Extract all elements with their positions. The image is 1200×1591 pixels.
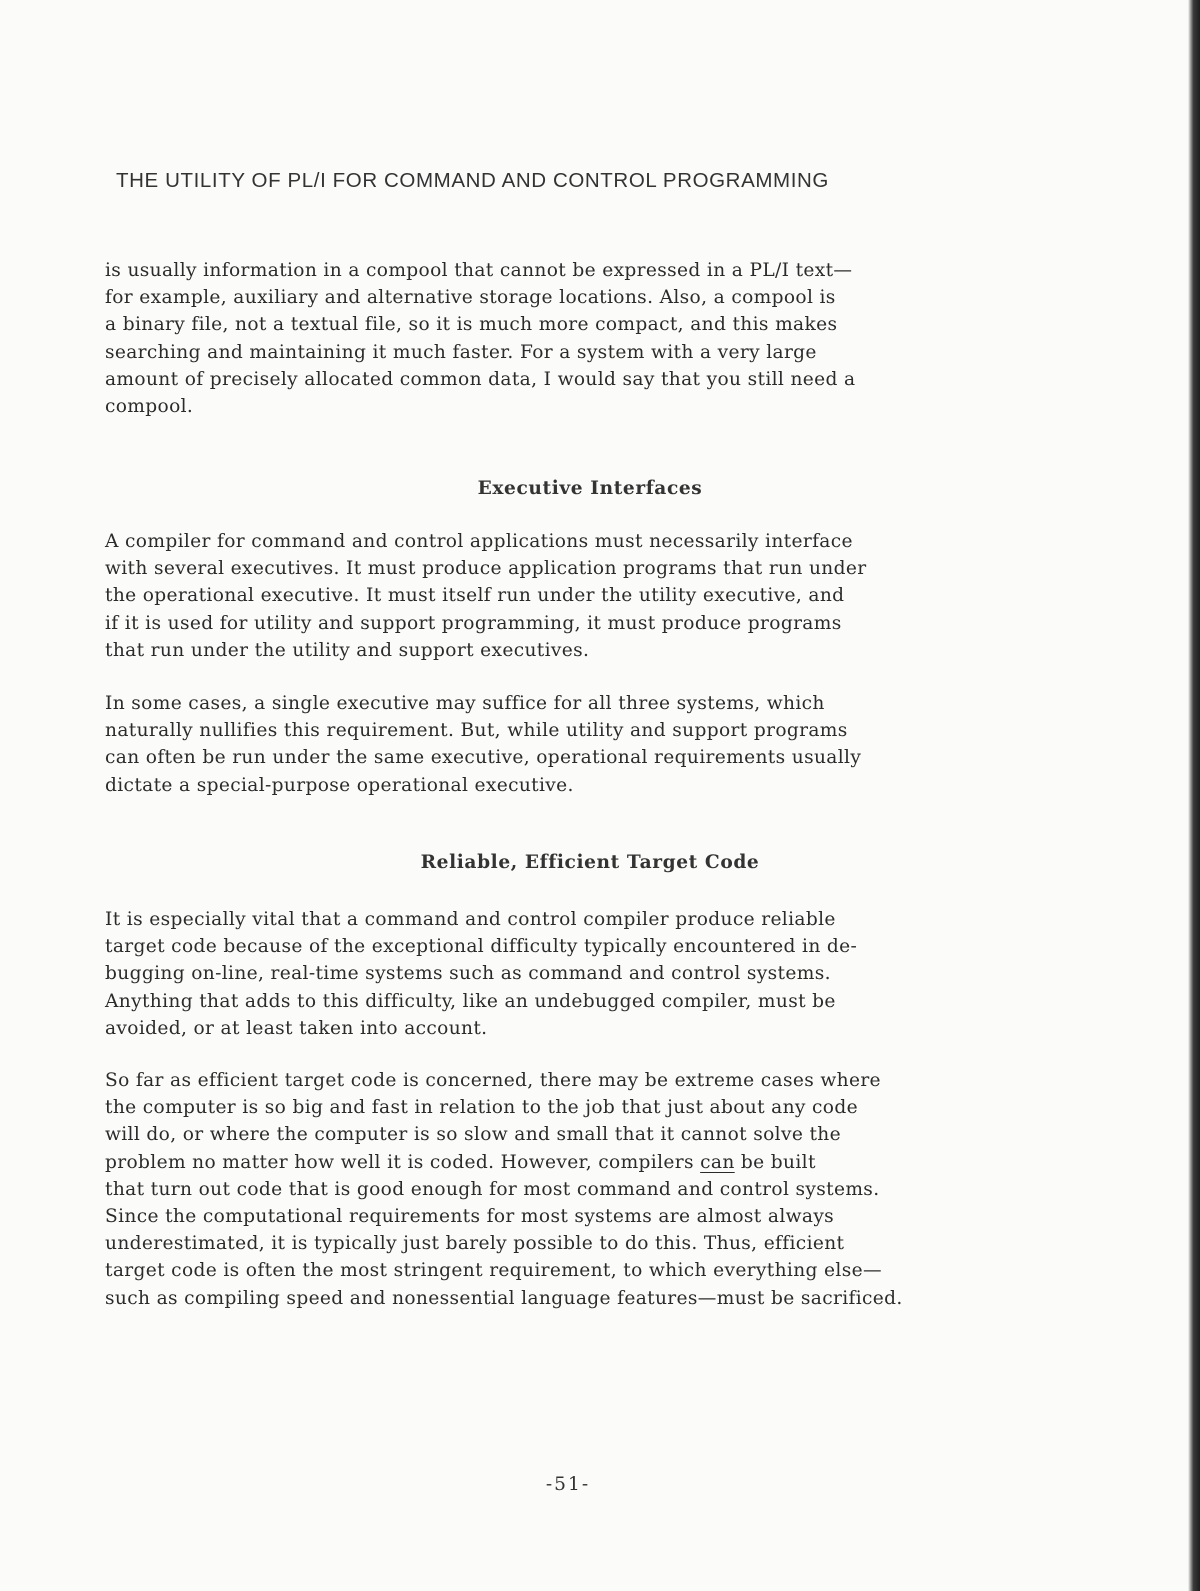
emphasized-word-can: can	[700, 1151, 735, 1173]
text-line: bugging on-line, real-time systems such as command and control systems.	[105, 963, 831, 985]
text-line: target code is often the most stringent requirement, to which everything else—	[105, 1260, 882, 1282]
text-line: can often be run under the same executive, operational requirements usually	[105, 747, 862, 769]
text-line: In some cases, a single executive may suffice for all three systems, which	[105, 693, 825, 714]
text-line: compool.	[105, 396, 194, 418]
text-line: with several executives. It must produce application programs that run under	[105, 558, 867, 580]
paragraph-reliable-target-code	[105, 906, 1095, 1042]
paragraph-single-executive	[105, 690, 1095, 799]
paragraph-compool	[105, 257, 1095, 420]
text-line	[105, 1149, 1095, 1176]
text-line: if it is used for utility and support programming, it must produce programs	[105, 612, 842, 634]
text-line: a binary file, not a textual file, so it is much more compact, and this makes	[105, 314, 838, 336]
text-line: dictate a special-purpose operational executive.	[105, 774, 574, 796]
section-heading-reliable-target-code: Reliable, Efficient Target Code	[420, 852, 760, 873]
paragraph-executive-interfaces	[105, 528, 1095, 664]
text-segment: be built	[734, 1151, 816, 1173]
section-heading-executive-interfaces: Executive Interfaces	[477, 478, 703, 499]
text-line: Anything that adds to this difficulty, like an undebugged compiler, must be	[105, 990, 836, 1012]
text-line: avoided, or at least taken into account.	[105, 1017, 488, 1039]
page-number: -51-	[545, 1474, 591, 1495]
text-line: It is especially vital that a command and control compiler produce reliable	[105, 909, 836, 930]
text-line: the operational executive. It must itself run under the utility executive, and	[105, 585, 845, 607]
text-line: such as compiling speed and nonessential language features—must be sacrificed.	[105, 1287, 903, 1309]
text-line: naturally nullifies this requirement. But, while utility and support programs	[105, 720, 848, 742]
text-line: the computer is so big and fast in relation to the job that just about any code	[105, 1097, 858, 1119]
text-line: Since the computational requirements for most systems are almost always	[105, 1206, 835, 1228]
text-line: So far as efficient target code is concerned, there may be extreme cases where	[105, 1070, 881, 1091]
text-line: that run under the utility and support executives.	[105, 639, 590, 661]
running-header: THE UTILITY OF PL/I FOR COMMAND AND CONTROL PROGRAMMING	[116, 169, 829, 192]
text-line: A compiler for command and control applications must necessarily interface	[105, 531, 853, 552]
scanned-page-edge	[1188, 0, 1200, 1591]
paragraph-efficient-target-code	[105, 1067, 1095, 1312]
text-line: for example, auxiliary and alternative storage locations. Also, a compool is	[105, 287, 836, 309]
text-line: searching and maintaining it much faster. For a system with a very large	[105, 341, 817, 363]
text-line: is usually information in a compool that cannot be expressed in a PL/I text—	[105, 260, 853, 281]
text-line: underestimated, it is typically just barely possible to do this. Thus, efficient	[105, 1233, 845, 1255]
text-line: that turn out code that is good enough for most command and control systems.	[105, 1178, 880, 1200]
text-line: target code because of the exceptional difficulty typically encountered in de-	[105, 936, 858, 958]
text-line: amount of precisely allocated common data, I would say that you still need a	[105, 368, 856, 390]
text-segment: problem no matter how well it is coded. However, compilers	[105, 1151, 701, 1173]
text-line: will do, or where the computer is so slow and small that it cannot solve the	[105, 1124, 841, 1146]
